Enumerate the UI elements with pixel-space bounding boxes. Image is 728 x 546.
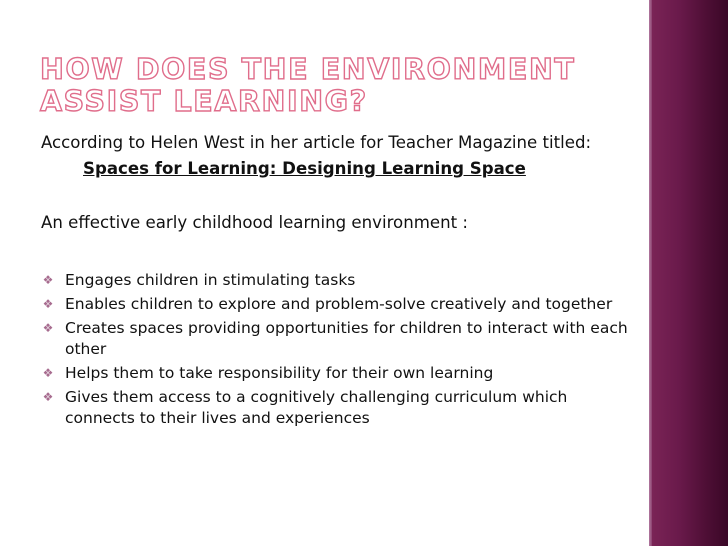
lead-text: An effective early childhood learning environment :: [41, 213, 468, 232]
list-item: [41, 363, 641, 384]
slide-body: [41, 132, 641, 432]
intro-text: According to Helen West in her article for Teacher Magazine titled:: [41, 133, 592, 152]
list-item-text: Engages children in stimulating tasks: [65, 271, 356, 289]
article-title: Spaces for Learning: Designing Learning Space: [83, 159, 526, 178]
list-item: [41, 318, 641, 360]
list-item-text: Helps them to take responsibility for their own learning: [65, 364, 494, 382]
diamond-bullet-icon: ❖: [42, 390, 54, 404]
bullet-list: [41, 270, 641, 429]
list-item: [41, 294, 641, 315]
decorative-sidebar: [652, 0, 728, 546]
diamond-bullet-icon: ❖: [42, 273, 54, 287]
list-item-text: Creates spaces providing opportunities for children to interact with each other: [65, 319, 628, 358]
list-item: [41, 387, 641, 429]
diamond-bullet-icon: ❖: [42, 366, 54, 380]
list-item-text: Gives them access to a cognitively challenging curriculum which connects to their lives and experiences: [65, 388, 568, 427]
list-item-text: Enables children to explore and problem-solve creatively and together: [65, 295, 613, 313]
diamond-bullet-icon: ❖: [42, 321, 54, 335]
diamond-bullet-icon: ❖: [42, 297, 54, 311]
list-item: [41, 270, 641, 291]
slide-title: HOW DOES THE ENVIRONMENT ASSIST LEARNING?: [40, 53, 576, 118]
